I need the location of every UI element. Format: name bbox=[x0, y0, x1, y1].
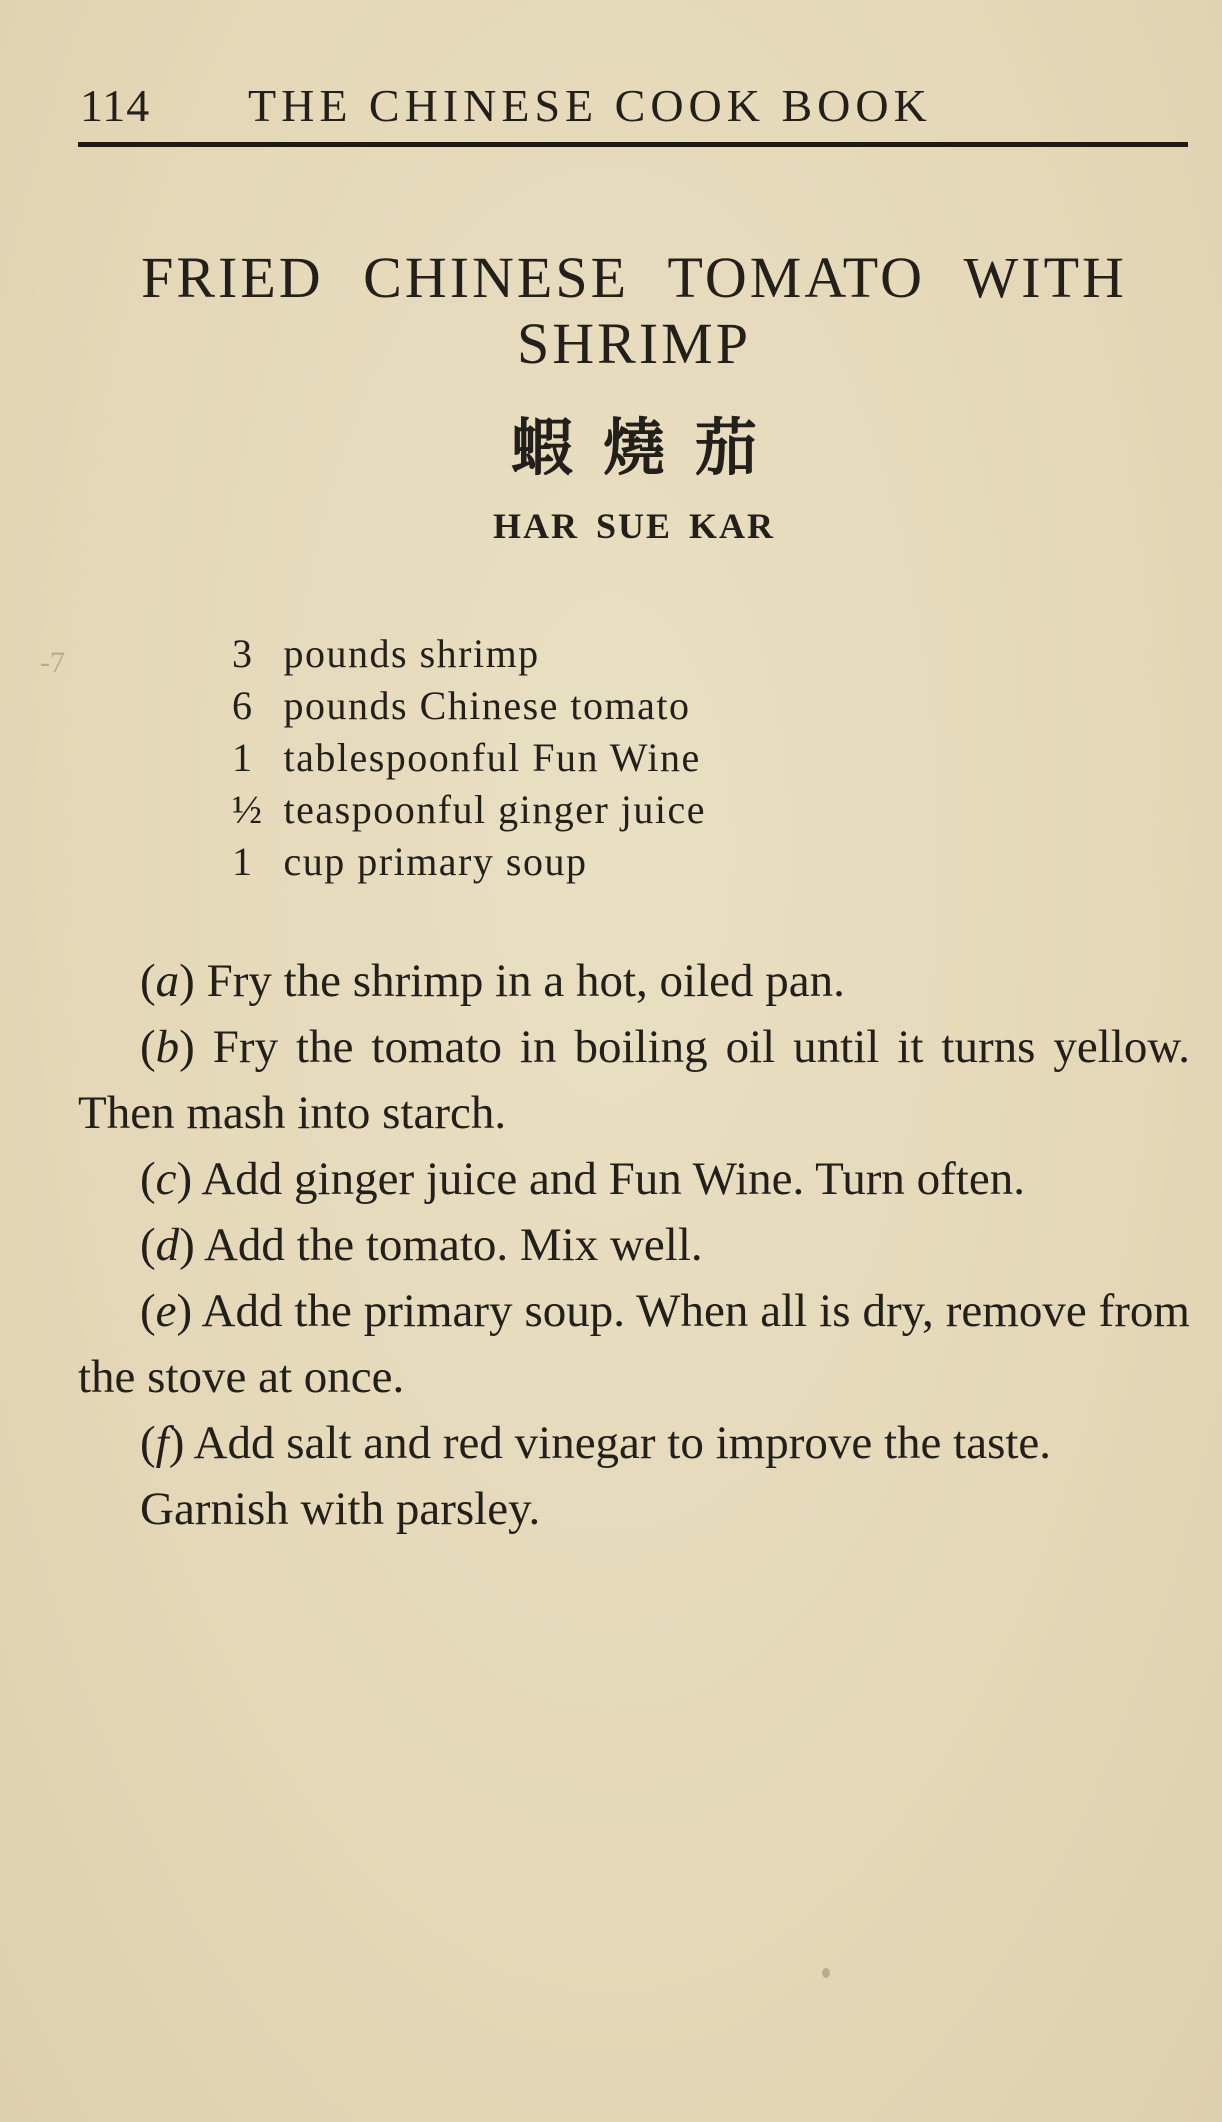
ingredient-quantity: ½ bbox=[232, 787, 264, 832]
step-text: Add the primary soup. When all is dry, remove from the stove at once. bbox=[78, 1285, 1190, 1403]
step-text: Fry the tomato in boiling oil until it turns yellow. Then mash into starch. bbox=[78, 1021, 1190, 1139]
step-paragraph: (b) Fry the tomato in boiling oil until it turns yellow. Then mash into starch. bbox=[78, 1021, 1190, 1139]
ingredient-quantity: 1 bbox=[232, 839, 254, 884]
step-letter: b bbox=[155, 1021, 180, 1073]
recipe-title: FRIED CHINESE TOMATO WITH SHRIMP bbox=[141, 245, 1127, 376]
ingredient-list bbox=[232, 628, 1132, 888]
step-paragraph: (e) Add the primary soup. When all is dry, remove from the stove at once. bbox=[78, 1285, 1190, 1403]
ingredient-item bbox=[232, 628, 1132, 680]
ingredient-item bbox=[232, 784, 1132, 836]
running-title: THE CHINESE COOK BOOK bbox=[248, 80, 932, 131]
page-number: 114 bbox=[80, 80, 151, 131]
step-text: Add the tomato. Mix well. bbox=[203, 1219, 703, 1271]
ingredient-text: tablespoonful Fun Wine bbox=[283, 735, 701, 780]
step-paragraph: (c) Add ginger juice and Fun Wine. Turn often. bbox=[140, 1153, 1025, 1205]
ingredient-quantity: 1 bbox=[232, 735, 254, 780]
paper-speck bbox=[822, 1968, 830, 1978]
step-paragraph: (d) Add the tomato. Mix well. bbox=[140, 1219, 703, 1271]
step-letter: a bbox=[155, 955, 180, 1007]
step-letter: e bbox=[155, 1285, 177, 1337]
ingredient-item bbox=[232, 732, 1132, 784]
step-letter: f bbox=[155, 1417, 169, 1469]
instruction-steps bbox=[78, 948, 1190, 1542]
step-paragraph: (a) Fry the shrimp in a hot, oiled pan. bbox=[140, 955, 845, 1007]
ingredient-text: pounds shrimp bbox=[283, 631, 540, 676]
ingredient-item bbox=[232, 680, 1132, 732]
ingredient-quantity: 6 bbox=[232, 683, 254, 728]
ingredient-quantity: 3 bbox=[232, 631, 254, 676]
step-text: Add ginger juice and Fun Wine. Turn often. bbox=[201, 1153, 1025, 1205]
ingredient-item bbox=[232, 836, 1132, 888]
step-letter: d bbox=[155, 1219, 180, 1271]
margin-mark: ‐7 bbox=[40, 646, 65, 679]
ingredient-text: pounds Chinese tomato bbox=[283, 683, 691, 728]
step-paragraph: (f) Add salt and red vinegar to improve the taste. bbox=[140, 1417, 1052, 1469]
step-text: Fry the shrimp in a hot, oiled pan. bbox=[206, 955, 845, 1007]
running-head bbox=[80, 76, 1190, 136]
step-text: Add salt and red vinegar to improve the taste. bbox=[193, 1417, 1052, 1469]
ingredient-text: teaspoonful ginger juice bbox=[283, 787, 707, 832]
header-rule bbox=[78, 142, 1188, 147]
ingredient-text: cup primary soup bbox=[283, 839, 588, 884]
chinese-title: 蝦燒茄 bbox=[510, 411, 787, 484]
step-letter: c bbox=[155, 1153, 177, 1205]
garnish-line: Garnish with parsley. bbox=[140, 1483, 541, 1535]
romanized-name: HAR SUE KAR bbox=[492, 506, 776, 546]
